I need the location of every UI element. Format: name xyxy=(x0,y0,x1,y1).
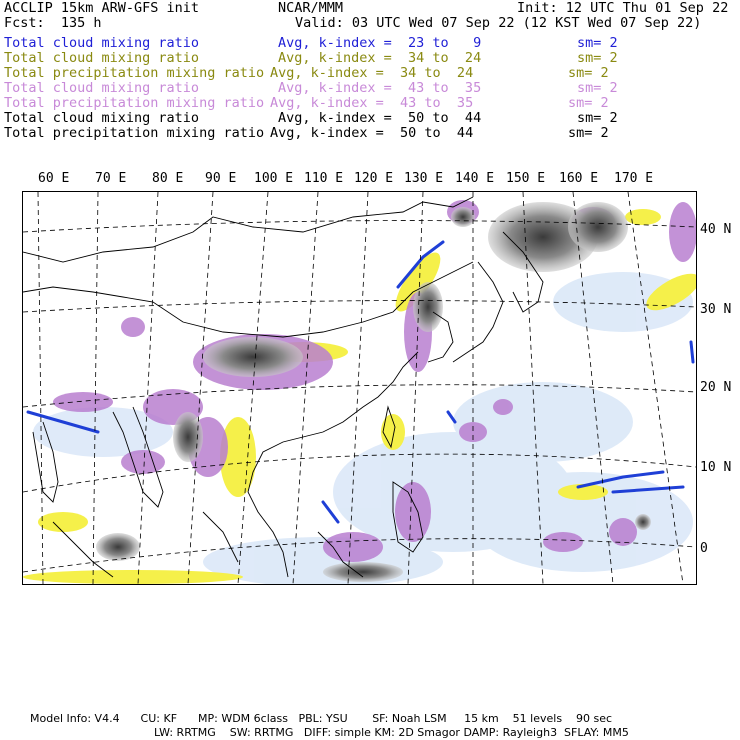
forecast-map xyxy=(23,192,696,584)
lat-label: 20 N xyxy=(700,380,732,395)
lat-label: 30 N xyxy=(700,302,732,317)
legend-avg: Avg, k-index = 34 to 24 xyxy=(270,65,474,81)
legend-sm: sm= 2 xyxy=(568,125,609,141)
lon-label: 140 E xyxy=(455,171,495,186)
legend-field: Total cloud mixing ratio xyxy=(4,80,200,96)
legend-field: Total cloud mixing ratio xyxy=(4,50,200,66)
legend-sm: sm= 2 xyxy=(577,110,618,126)
legend-avg: Avg, k-index = 50 to 44 xyxy=(278,110,482,126)
lat-label: 10 N xyxy=(700,460,732,475)
lon-label: 170 E xyxy=(614,171,654,186)
lat-label: 40 N xyxy=(700,222,732,237)
lon-label: 110 E xyxy=(304,171,344,186)
legend-avg: Avg, k-index = 43 to 35 xyxy=(270,95,474,111)
legend-field: Total precipitation mixing ratio xyxy=(4,65,265,81)
legend-sm: sm= 2 xyxy=(577,50,618,66)
legend-avg: Avg, k-index = 23 to 9 xyxy=(278,35,482,51)
legend-avg: Avg, k-index = 43 to 35 xyxy=(278,80,482,96)
valid-time: Valid: 03 UTC Wed 07 Sep 22 (12 KST Wed 07 Sep 22) xyxy=(295,15,702,31)
organization-label: NCAR/MMM xyxy=(278,0,344,16)
init-time: Init: 12 UTC Thu 01 Sep 22 xyxy=(517,0,729,16)
lon-label: 90 E xyxy=(205,171,237,186)
legend-sm: sm= 2 xyxy=(577,80,618,96)
lon-label: 130 E xyxy=(404,171,444,186)
legend-avg: Avg, k-index = 34 to 24 xyxy=(278,50,482,66)
legend-field: Total precipitation mixing ratio xyxy=(4,125,265,141)
legend-field: Total cloud mixing ratio xyxy=(4,110,200,126)
lat-label: 0 xyxy=(700,541,708,556)
lon-label: 70 E xyxy=(95,171,127,186)
legend-field: Total cloud mixing ratio xyxy=(4,35,200,51)
lon-label: 120 E xyxy=(354,171,394,186)
legend-field: Total precipitation mixing ratio xyxy=(4,95,265,111)
lon-label: 60 E xyxy=(38,171,70,186)
map-panel xyxy=(22,191,697,585)
legend-sm: sm= 2 xyxy=(568,65,609,81)
lon-label: 80 E xyxy=(152,171,184,186)
lon-label: 160 E xyxy=(559,171,599,186)
model-info-line1: Model Info: V4.4 CU: KF MP: WDM 6class PBL: YSU SF: Noah LSM 15 km 51 levels 90 sec xyxy=(30,712,613,725)
forecast-hour: Fcst: 135 h xyxy=(4,15,102,31)
lon-label: 100 E xyxy=(254,171,294,186)
legend-sm: sm= 2 xyxy=(577,35,618,51)
model-info-line2: LW: RRTMG SW: RRTMG DIFF: simple KM: 2D Smagor DAMP: Rayleigh3 SFLAY: MM5 xyxy=(154,726,629,739)
legend-avg: Avg, k-index = 50 to 44 xyxy=(270,125,474,141)
lon-label: 150 E xyxy=(506,171,546,186)
model-title: ACCLIP 15km ARW-GFS init xyxy=(4,0,200,16)
legend-sm: sm= 2 xyxy=(568,95,609,111)
